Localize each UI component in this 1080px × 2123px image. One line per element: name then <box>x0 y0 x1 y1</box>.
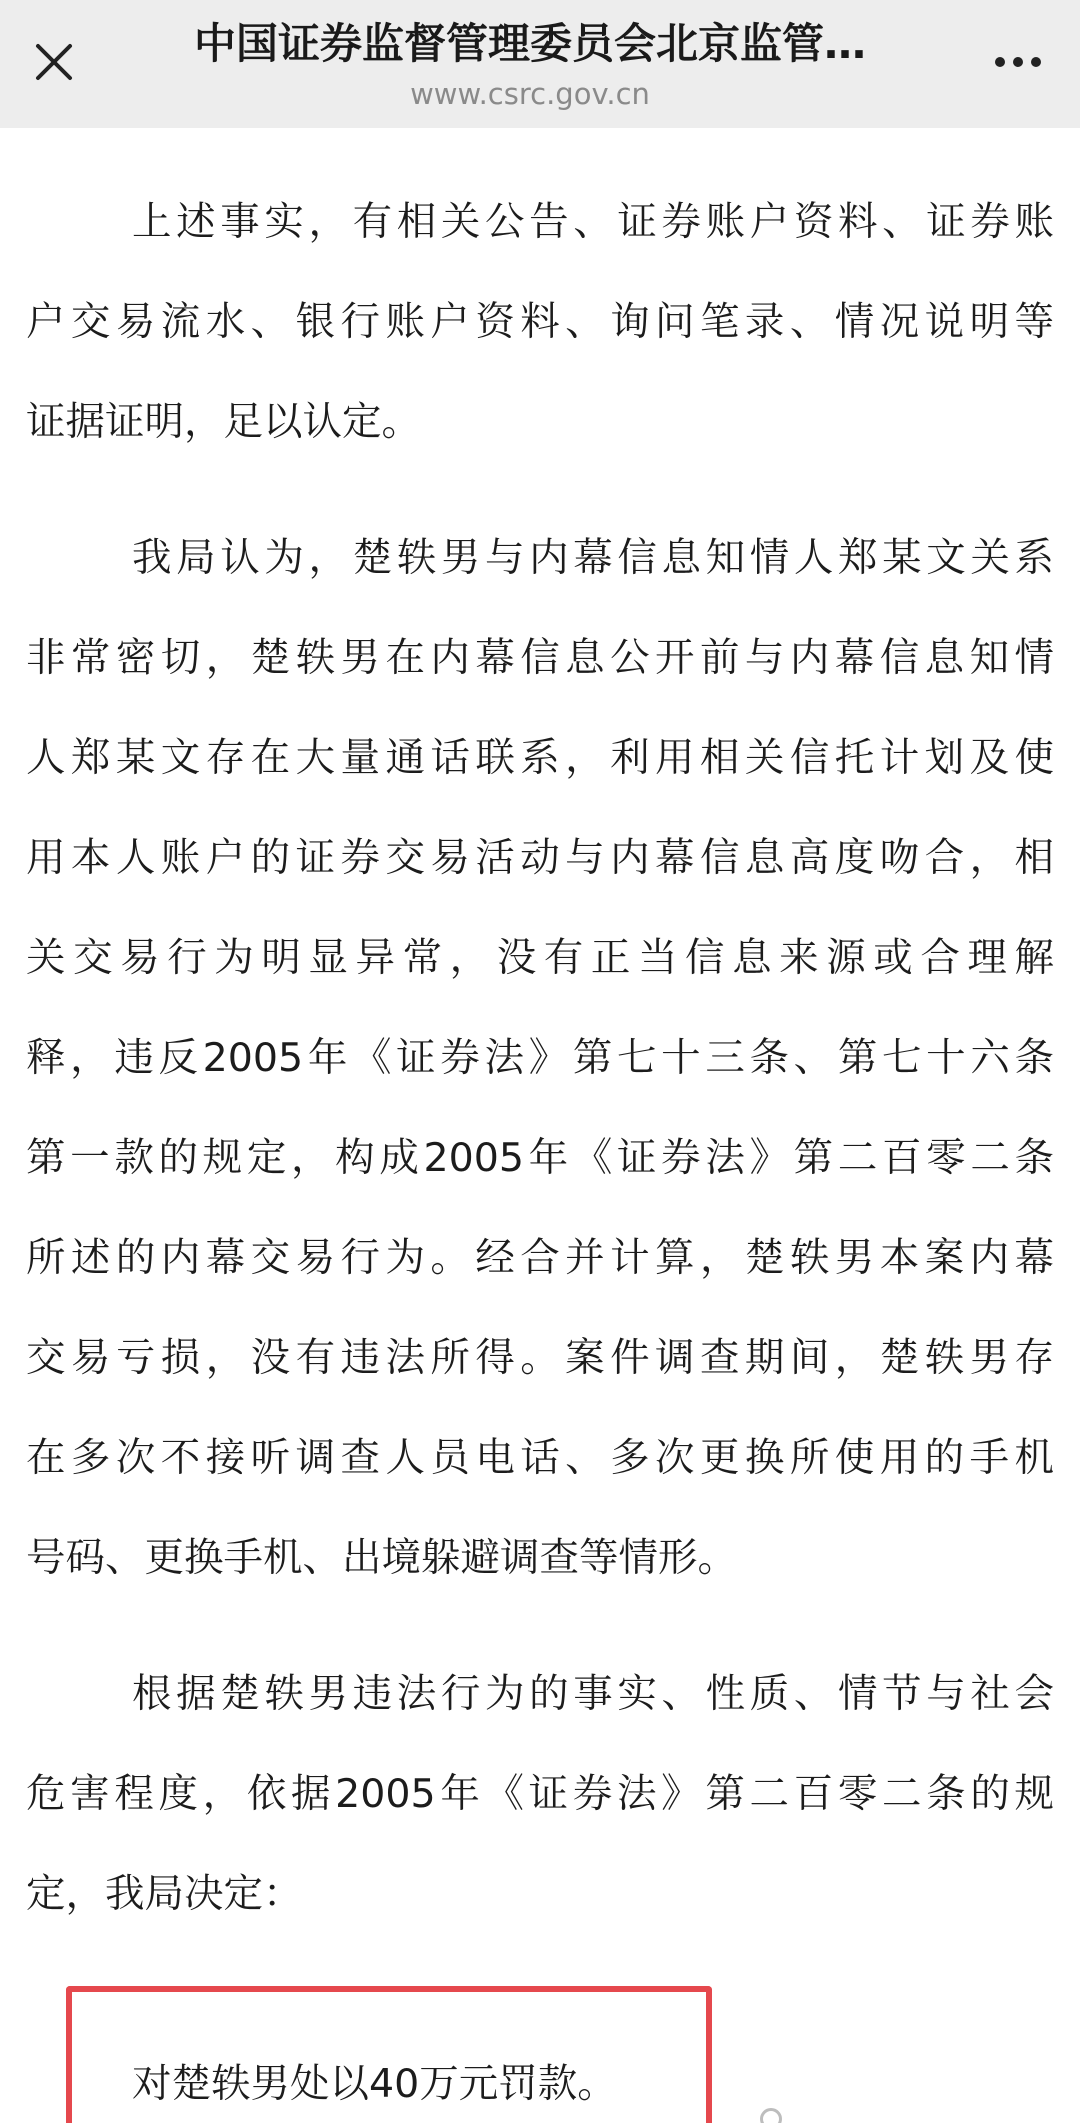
paragraph-2-line: 非常密切，楚轶男在内幕信息公开前与内幕信息知情 <box>26 635 1054 681</box>
close-icon <box>22 30 86 94</box>
paragraph-1-line: 证据证明，足以认定。 <box>26 399 421 445</box>
paragraph-2-line: 交易亏损，没有违法所得。案件调查期间，楚轶男存 <box>26 1335 1054 1381</box>
paragraph-2-line: 号码、更换手机、出境躲避调查等情形。 <box>26 1535 737 1581</box>
paragraph-2-line: 所述的内幕交易行为。经合并计算，楚轶男本案内幕 <box>26 1235 1054 1281</box>
paragraph-3-line: 危害程度，依据2005年《证券法》第二百零二条的规 <box>26 1771 1054 1817</box>
paragraph-2-line: 我局认为，楚轶男与内幕信息知情人郑某文关系 <box>132 535 1054 581</box>
paragraph-2-line: 人郑某文存在大量通话联系，利用相关信托计划及使 <box>26 735 1054 781</box>
nav-bar <box>0 0 1080 128</box>
paragraph-2-line: 在多次不接听调查人员电话、多次更换所使用的手机 <box>26 1435 1054 1481</box>
paragraph-2-line: 释，违反2005年《证券法》第七十三条、第七十六条 <box>26 1035 1054 1081</box>
paragraph-3-line: 定，我局决定： <box>26 1871 303 1917</box>
paragraph-2-line: 用本人账户的证券交易活动与内幕信息高度吻合，相 <box>26 835 1054 881</box>
penalty-text: 对楚轶男处以40万元罚款。 <box>132 2061 617 2107</box>
circle-icon <box>760 2108 782 2123</box>
page-title: 中国证券监督管理委员会北京监管… <box>193 19 866 68</box>
more-button[interactable] <box>978 34 1058 90</box>
paragraph-3-line: 根据楚轶男违法行为的事实、性质、情节与社会 <box>132 1671 1054 1717</box>
paragraph-1-line: 上述事实，有相关公告、证券账户资料、证券账 <box>132 199 1054 245</box>
more-icon <box>978 34 1058 90</box>
paragraph-1-line: 户交易流水、银行账户资料、询问笔录、情况说明等 <box>26 299 1054 345</box>
page-url: www.csrc.gov.cn <box>410 77 650 111</box>
paragraph-2-line: 第一款的规定，构成2005年《证券法》第二百零二条 <box>26 1135 1054 1181</box>
close-button[interactable] <box>22 30 86 94</box>
paragraph-2-line: 关交易行为明显异常，没有正当信息来源或合理解 <box>26 935 1054 981</box>
